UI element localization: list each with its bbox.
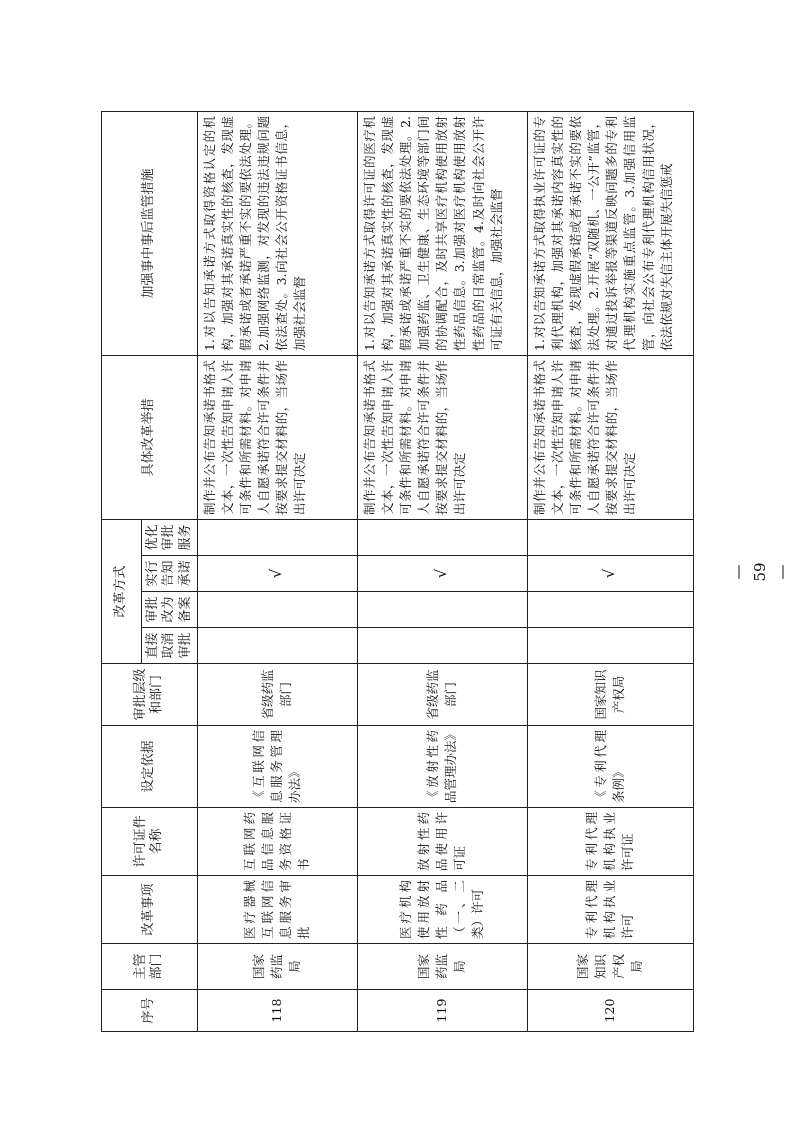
cell-item: 专利代理机构执业许可 — [527, 876, 693, 944]
header-mode-optimize: 优化审批服务 — [142, 519, 198, 555]
table-row — [357, 111, 527, 1031]
table-row — [527, 111, 693, 1031]
cell-dept: 国家知识产权局 — [527, 944, 693, 990]
header-seq: 序号 — [102, 990, 198, 1032]
cell-basis: 《专利代理条例》 — [527, 726, 693, 808]
header-mode-notify: 实行告知承诺 — [142, 556, 198, 592]
header-supervision: 加强事中事后监管措施 — [102, 111, 198, 355]
cell-mode-record — [197, 592, 357, 628]
cell-supervision: 1.对以告知承诺方式取得执业许可证的专利代理机构，加强对其承诺内容真实性的核查，发现虚假承诺或者承诺不实的要依法处理。2.开展“双随机、一公开”监管，对通过投诉举报等渠道反映问题多的专利代理机构实施重点监管。3.加强信用监管，向社会公布专利代理机构信用状况，依法依规对失信主体开展失信惩戒 — [527, 111, 693, 355]
reform-table — [101, 111, 694, 1032]
cell-seq: 118 — [197, 990, 357, 1032]
cell-seq: 120 — [527, 990, 693, 1032]
page-number: — 59 — — [729, 562, 791, 582]
cell-supervision: 1.对以告知承诺方式取得许可证的医疗机构，加强对其承诺真实性的核查，发现虚假承诺或承诺严重不实的要依法处理。2.加强药监、卫生健康、生态环境等部门间的协调配合，及时共享医疗机构使用放射性药品信息。3.加强对医疗机构使用放射性药品的日常监管。4.及时向社会公开许可证有关信息，加强社会监督 — [357, 111, 527, 355]
check-mark: √ — [527, 556, 693, 592]
table-row — [197, 111, 357, 1031]
cell-item: 医疗器械互联网信息服务审批 — [197, 876, 357, 944]
header-mode-cancel: 直接取消审批 — [142, 628, 198, 664]
cell-supervision: 1.对以告知承诺方式取得资格认定的机构，加强对其承诺真实性的核查，发现虚假承诺或者承诺严重不实的要依法处理。2.加强网络监测，对发现的违法违规问题依法查处。3.向社会公开资格证书信息，加强社会监督 — [197, 111, 357, 355]
cell-mode-optimize — [357, 519, 527, 555]
header-basis: 设定依据 — [102, 726, 198, 808]
cell-measures: 制作并公布告知承诺书格式文本，一次性告知申请人许可条件和所需材料。对申请人自愿承诺符合许可条件并按要求提交材料的，当场作出许可决定 — [197, 355, 357, 519]
header-level: 审批层级和部门 — [102, 664, 198, 726]
cell-basis: 《放射性药品管理办法》 — [357, 726, 527, 808]
cell-license: 互联网药品信息服务资格证书 — [197, 808, 357, 876]
rotated-page — [101, 112, 691, 1032]
header-item: 改革事项 — [102, 876, 198, 944]
cell-mode-optimize — [527, 519, 693, 555]
cell-dept: 国家药监局 — [197, 944, 357, 990]
cell-mode-record — [357, 592, 527, 628]
cell-license: 放射性药品使用许可证 — [357, 808, 527, 876]
cell-level: 省级药监部门 — [197, 664, 357, 726]
cell-measures: 制作并公布告知承诺书格式文本，一次性告知申请人许可条件和所需材料。对申请人自愿承诺符合许可条件并按要求提交材料的，当场作出许可决定 — [527, 355, 693, 519]
cell-level: 国家知识产权局 — [527, 664, 693, 726]
cell-basis: 《互联网信息服务管理办法》 — [197, 726, 357, 808]
check-mark: √ — [197, 556, 357, 592]
header-license: 许可证件名称 — [102, 808, 198, 876]
cell-measures: 制作并公布告知承诺书格式文本，一次性告知申请人许可条件和所需材料。对申请人自愿承诺符合许可条件并按要求提交材料的，当场作出许可决定 — [357, 355, 527, 519]
cell-seq: 119 — [357, 990, 527, 1032]
header-dept: 主管部门 — [102, 944, 198, 990]
cell-mode-cancel — [527, 628, 693, 664]
cell-mode-cancel — [357, 628, 527, 664]
cell-level: 省级药监部门 — [357, 664, 527, 726]
header-mode-record: 审批改为备案 — [142, 592, 198, 628]
cell-mode-record — [527, 592, 693, 628]
header-row — [102, 111, 142, 1031]
header-measures: 具体改革举措 — [102, 355, 198, 519]
cell-dept: 国家药监局 — [357, 944, 527, 990]
header-mode: 改革方式 — [102, 519, 142, 663]
cell-item: 医疗机构使用放射性药品（一、二类）许可 — [357, 876, 527, 944]
cell-mode-optimize — [197, 519, 357, 555]
cell-mode-cancel — [197, 628, 357, 664]
cell-license: 专利代理机构执业许可证 — [527, 808, 693, 876]
check-mark: √ — [357, 556, 527, 592]
